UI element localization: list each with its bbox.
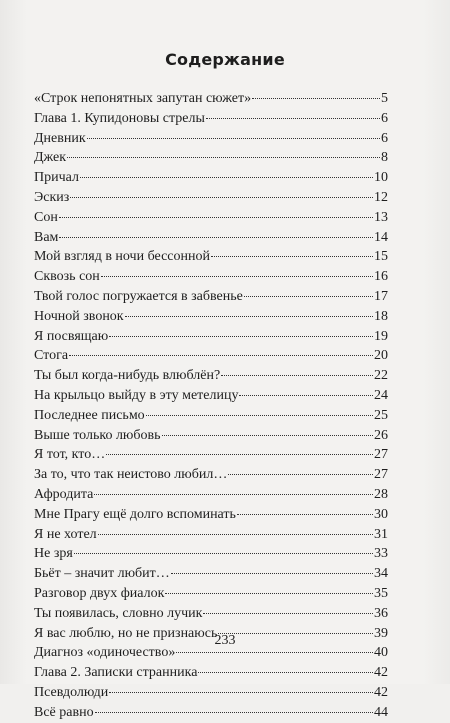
toc-entry [34, 188, 388, 208]
toc-entry-title: Эскиз [34, 189, 70, 205]
toc-entry-title: Дневник [34, 130, 86, 146]
dot-leader [106, 454, 373, 455]
dot-leader [95, 712, 373, 713]
toc-entry [34, 228, 388, 248]
dot-leader [109, 692, 373, 693]
toc-entry-title: Афродита [34, 486, 94, 502]
toc-entry [34, 386, 388, 406]
dot-leader [237, 514, 373, 515]
dot-leader [211, 256, 373, 257]
page-number: 233 [214, 633, 236, 648]
toc-entry [34, 148, 388, 168]
toc-entry-title: Разговор двух фиалок [34, 585, 165, 601]
toc-entry-page: 16 [374, 269, 388, 285]
toc-entry-page: 34 [374, 566, 388, 582]
toc-entry-title: Не зря [34, 546, 73, 562]
toc-entry-title: Мой взгляд в ночи бессонной [34, 249, 210, 265]
dot-leader [59, 237, 373, 238]
toc-entry-title: Стога [34, 348, 69, 364]
dot-leader [162, 435, 373, 436]
toc-entry [34, 663, 388, 683]
toc-entry-page: 31 [374, 526, 388, 542]
dot-leader [59, 217, 373, 218]
toc-entry-page: 13 [374, 209, 388, 225]
toc-entry-page: 35 [374, 585, 388, 601]
toc-entry-title: Джек [34, 150, 67, 166]
dot-leader [125, 316, 373, 317]
toc-entry-page: 44 [374, 704, 388, 720]
toc-entry-title: Вам [34, 229, 59, 245]
table-of-contents [34, 89, 388, 723]
toc-entry-page: 12 [374, 189, 388, 205]
toc-entry [34, 366, 388, 386]
toc-entry-page: 27 [374, 447, 388, 463]
dot-leader [244, 296, 373, 297]
toc-entry [34, 544, 388, 564]
toc-entry-page: 30 [374, 506, 388, 522]
toc-entry-title: Мне Прагу ещё долго вспоминать [34, 506, 236, 522]
toc-entry-page: 20 [374, 348, 388, 364]
toc-entry [34, 307, 388, 327]
toc-entry [34, 287, 388, 307]
toc-entry [34, 267, 388, 287]
toc-entry [34, 208, 388, 228]
toc-entry-title: На крыльцо выйду в эту метелицу [34, 387, 239, 403]
toc-entry-page: 27 [374, 467, 388, 483]
toc-entry-title: Выше только любовь [34, 427, 161, 443]
dot-leader [206, 118, 380, 119]
toc-entry-title: Причал [34, 170, 79, 186]
toc-entry-page: 36 [374, 605, 388, 621]
toc-entry-title: Глава 2. Записки странника [34, 665, 198, 681]
toc-entry [34, 445, 388, 465]
dot-leader [74, 553, 373, 554]
page-title: Содержание [165, 50, 285, 69]
toc-entry-page: 18 [374, 308, 388, 324]
toc-entry-page: 42 [374, 684, 388, 700]
toc-entry-page: 15 [374, 249, 388, 265]
toc-entry-title: Глава 1. Купидоновы стрелы [34, 110, 205, 126]
toc-entry-title: Я вас люблю, но не признаюсь [34, 625, 218, 641]
dot-leader [239, 395, 373, 396]
toc-entry-title: Я тот, кто… [34, 447, 106, 463]
toc-entry-page: 5 [381, 91, 388, 106]
toc-entry-page: 6 [381, 110, 388, 126]
dot-leader [252, 98, 380, 99]
toc-entry-title: Всё равно [34, 704, 94, 720]
toc-entry-page: 42 [374, 665, 388, 681]
toc-entry [34, 703, 388, 723]
toc-entry-page: 25 [374, 407, 388, 423]
toc-entry-page: 17 [374, 288, 388, 304]
toc-entry-page: 14 [374, 229, 388, 245]
toc-entry [34, 564, 388, 584]
toc-entry-title: Диагноз «одиночество» [34, 645, 176, 661]
toc-entry [34, 346, 388, 366]
toc-entry [34, 168, 388, 188]
dot-leader [171, 573, 373, 574]
toc-entry-page: 6 [381, 130, 388, 146]
dot-leader [94, 494, 373, 495]
toc-entry [34, 247, 388, 267]
toc-entry [34, 109, 388, 129]
toc-entry-page: 26 [374, 427, 388, 443]
dot-leader [146, 415, 373, 416]
toc-entry-page: 19 [374, 328, 388, 344]
toc-entry [34, 426, 388, 446]
toc-entry [34, 465, 388, 485]
toc-entry [34, 129, 388, 149]
dot-leader [221, 375, 373, 376]
dot-leader [198, 672, 373, 673]
dot-leader [101, 276, 373, 277]
toc-entry-title: «Строк непонятных запутан сюжет» [34, 91, 252, 106]
toc-entry-page: 28 [374, 486, 388, 502]
toc-entry-title: Я не хотел [34, 526, 97, 542]
toc-entry-title: Я посвящаю [34, 328, 109, 344]
toc-entry [34, 604, 388, 624]
toc-entry-page: 24 [374, 387, 388, 403]
toc-entry [34, 406, 388, 426]
dot-leader [80, 177, 373, 178]
dot-leader [87, 138, 380, 139]
dot-leader [70, 197, 373, 198]
toc-entry-title: Бьёт – значит любит… [34, 566, 170, 582]
toc-entry-page: 33 [374, 546, 388, 562]
toc-entry-page: 40 [374, 645, 388, 661]
toc-entry [34, 327, 388, 347]
dot-leader [67, 157, 380, 158]
toc-entry [34, 525, 388, 545]
dot-leader [228, 474, 373, 475]
dot-leader [69, 355, 373, 356]
toc-entry-title: Ночной звонок [34, 308, 124, 324]
toc-entry-title: Последнее письмо [34, 407, 145, 423]
toc-entry [34, 505, 388, 525]
toc-entry-page: 10 [374, 170, 388, 186]
dot-leader [165, 593, 373, 594]
dot-leader [98, 534, 373, 535]
toc-entry-title: Сквозь сон [34, 269, 100, 285]
toc-entry-title: Сон [34, 209, 58, 225]
toc-entry-page: 8 [381, 150, 388, 166]
dot-leader [203, 613, 373, 614]
toc-entry [34, 89, 388, 109]
toc-entry-title: Ты появилась, словно лучик [34, 605, 203, 621]
toc-entry-page: 39 [374, 625, 388, 641]
toc-entry [34, 584, 388, 604]
toc-entry [34, 683, 388, 703]
toc-entry-title: Псевдолюди [34, 684, 109, 700]
toc-entry-title: Ты был когда-нибудь влюблён? [34, 368, 221, 384]
dot-leader [176, 652, 373, 653]
toc-entry [34, 485, 388, 505]
dot-leader [109, 336, 373, 337]
toc-entry-title: За то, что так неистово любил… [34, 467, 228, 483]
toc-entry-title: Твой голос погружается в забвенье [34, 288, 243, 304]
toc-entry-page: 22 [374, 368, 388, 384]
